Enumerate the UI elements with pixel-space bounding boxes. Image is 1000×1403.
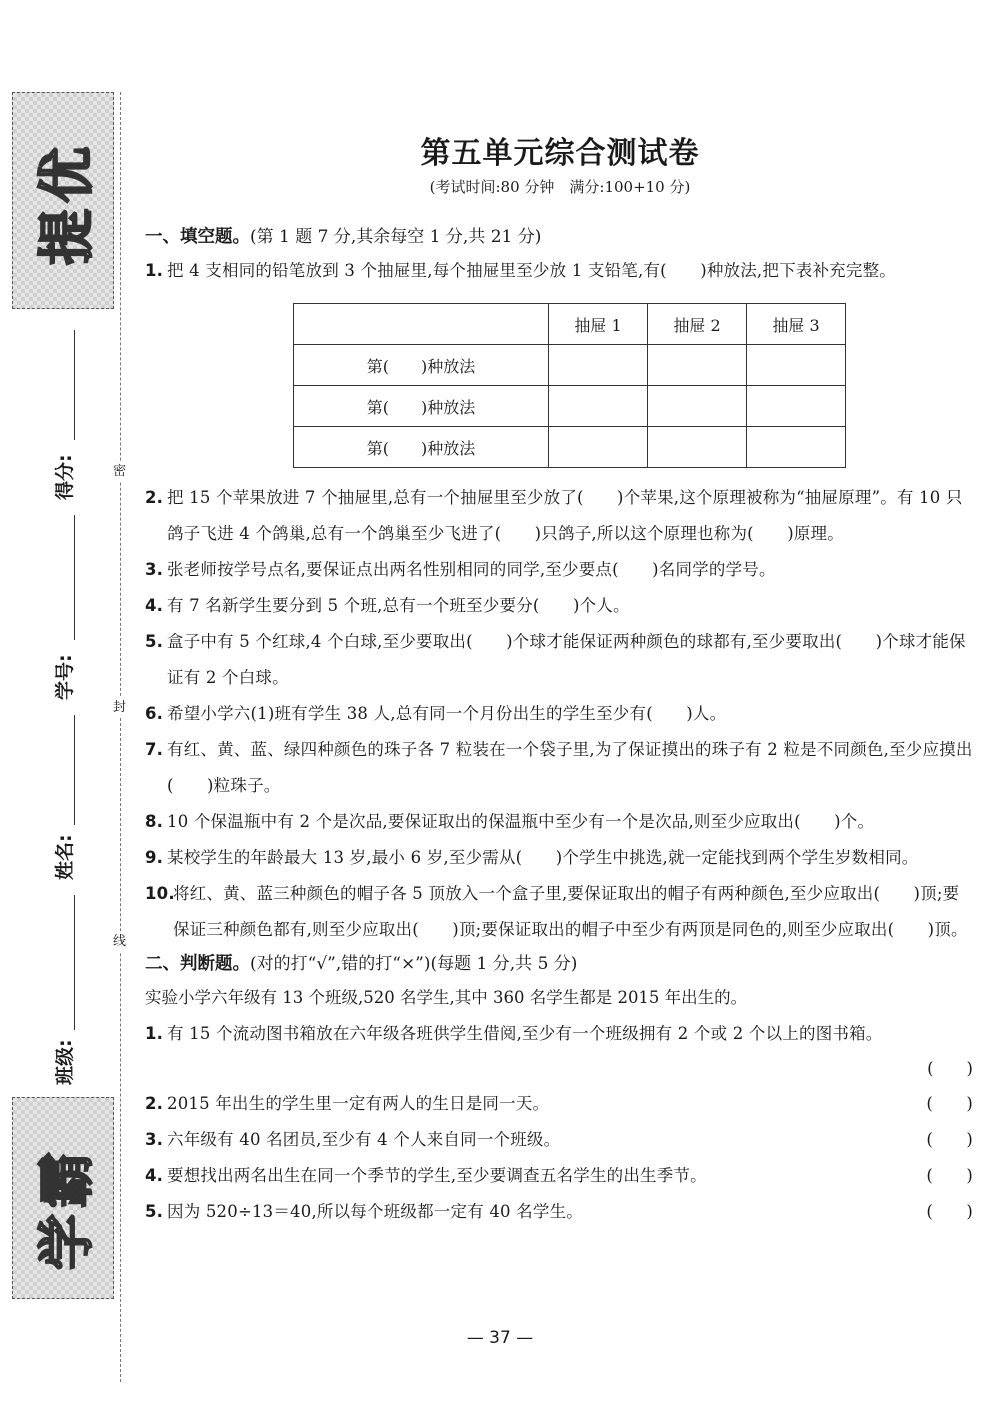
- table-answer-cell[interactable]: [648, 386, 747, 427]
- question-text[interactable]: 有红、黄、蓝、绿四种颜色的珠子各 7 粒装在一个袋子里,为了保证摸出的珠子有 2 粒是不同颜色,至少应摸出( )粒珠子。: [167, 740, 973, 795]
- judge-answer-2[interactable]: ( ): [926, 1094, 973, 1113]
- question-6: [145, 696, 975, 732]
- section-1-heading: [145, 221, 975, 253]
- question-number: 8.: [145, 812, 164, 831]
- class-line[interactable]: [74, 895, 75, 1030]
- question-text[interactable]: 盒子中有 5 个红球,4 个白球,至少要取出( )个球才能保证两种颜色的球都有,至少要取出( )个球才能保证有 2 个白球。: [167, 632, 966, 687]
- section-1-note: (第 1 题 7 分,其余每空 1 分,共 21 分): [250, 227, 542, 247]
- class-label: 班级:: [54, 1039, 76, 1085]
- table-answer-cell[interactable]: [549, 345, 648, 386]
- question-text[interactable]: 某校学生的年龄最大 13 岁,最小 6 岁,至少需从( )个学生中挑选,就一定能找到两个学生岁数相同。: [167, 848, 919, 867]
- question-text[interactable]: 将红、黄、蓝三种颜色的帽子各 5 顶放入一个盒子里,要保证取出的帽子有两种颜色,至少应取出( )顶;要保证三种颜色都有,则至少应取出( )顶;要保证取出的帽子中至少有两顶是同色的,则至少应取出( )顶。: [173, 884, 968, 939]
- cut-char-xian: 线: [113, 932, 126, 952]
- question-number: 4.: [145, 596, 164, 615]
- judge-item-2: [145, 1086, 975, 1122]
- question-number: 2.: [145, 488, 164, 507]
- judge-answer-5[interactable]: ( ): [926, 1202, 973, 1221]
- judge-answer-3[interactable]: ( ): [926, 1130, 973, 1149]
- table-answer-cell[interactable]: [549, 386, 648, 427]
- score-label: 得分:: [54, 454, 76, 500]
- side-logo-top: [12, 92, 114, 309]
- table-answer-cell[interactable]: [648, 427, 747, 468]
- table-answer-cell[interactable]: [747, 386, 846, 427]
- table-answer-cell[interactable]: [747, 345, 846, 386]
- question-5: [145, 624, 975, 696]
- table-header-row: [294, 304, 846, 345]
- judge-intro: 实验小学六年级有 13 个班级,520 名学生,其中 360 名学生都是 2015 年出生的。: [145, 988, 748, 1007]
- section-2-heading: [145, 948, 975, 980]
- judge-item-5: [145, 1194, 975, 1230]
- question-9: [145, 840, 975, 876]
- judge-text: 要想找出两名出生在同一个季节的学生,至少要调查五名学生的出生季节。: [167, 1166, 707, 1185]
- score-line[interactable]: [74, 330, 75, 440]
- question-text[interactable]: 有 7 名新学生要分到 5 个班,总有一个班至少要分( )个人。: [167, 596, 630, 615]
- table-row: [294, 386, 846, 427]
- question-text[interactable]: 把 15 个苹果放进 7 个抽屉里,总有一个抽屉里至少放了( )个苹果,这个原理被称为“抽屉原理”。有 10 只鸽子飞进 4 个鸽巢,总有一个鸽巢至少飞进了( )只鸽子,所以这个原理也称为( )原理。: [167, 488, 963, 543]
- judge-text: 六年级有 40 名团员,至少有 4 个人来自同一个班级。: [167, 1130, 561, 1149]
- section-2-note: (对的打“√”,错的打“×”)(每题 1 分,共 5 分): [250, 954, 578, 974]
- judge-answer-4[interactable]: ( ): [926, 1166, 973, 1185]
- question-4: [145, 588, 975, 624]
- section-2-title: 二、判断题。: [145, 954, 250, 974]
- judge-number: 2.: [145, 1094, 164, 1113]
- page-number: — 37 —: [466, 1328, 534, 1348]
- question-number: 7.: [145, 740, 164, 759]
- judge-item-4: [145, 1158, 975, 1194]
- cut-char-mi: 密: [113, 462, 126, 482]
- judge-item-3: [145, 1122, 975, 1158]
- question-text[interactable]: 10 个保温瓶中有 2 个是次品,要保证取出的保温瓶中至少有一个是次品,则至少应取出( )个。: [167, 812, 875, 831]
- student-id-line[interactable]: [74, 515, 75, 640]
- question-7: [145, 732, 975, 804]
- judge-number: 4.: [145, 1166, 164, 1185]
- cut-char-feng: 封: [113, 698, 126, 718]
- question-10: [145, 876, 975, 948]
- judge-number: 1.: [145, 1024, 164, 1043]
- table-header-cell: 抽屉 2: [648, 304, 747, 345]
- table-header-cell: 抽屉 1: [549, 304, 648, 345]
- question-number: 3.: [145, 560, 164, 579]
- question-8: [145, 804, 975, 840]
- judge-answer-1[interactable]: ( ): [927, 1059, 973, 1078]
- page-subtitle: (考试时间:80 分钟 满分:100+10 分): [429, 178, 691, 196]
- name-line[interactable]: [74, 715, 75, 825]
- question-text[interactable]: 把 4 支相同的铅笔放到 3 个抽屉里,每个抽屉里至少放 1 支铅笔,有( )种放法,把下表补充完整。: [167, 261, 896, 280]
- question-number: 10.: [145, 884, 175, 903]
- question-2: [145, 480, 975, 552]
- side-logo-bottom-text: 学霸: [35, 1146, 100, 1270]
- judge-number: 5.: [145, 1202, 164, 1221]
- table-answer-cell[interactable]: [747, 427, 846, 468]
- judge-item-1: [145, 1016, 975, 1052]
- side-logo-top-text: 提优: [35, 141, 100, 265]
- judge-text: 2015 年出生的学生里一定有两人的生日是同一天。: [167, 1094, 550, 1113]
- table-row-label[interactable]: 第( )种放法: [294, 386, 549, 427]
- table-row: [294, 427, 846, 468]
- question-text[interactable]: 张老师按学号点名,要保证点出两名性别相同的同学,至少要点( )名同学的学号。: [167, 560, 776, 579]
- question-text[interactable]: 希望小学六(1)班有学生 38 人,总有同一个月份出生的学生至少有( )人。: [167, 704, 727, 723]
- table-row-label[interactable]: 第( )种放法: [294, 345, 549, 386]
- student-id-label: 学号:: [54, 654, 76, 700]
- side-logo-bottom: [12, 1097, 114, 1299]
- name-label: 姓名:: [54, 834, 76, 880]
- cut-line: [120, 92, 121, 1382]
- question-number: 1.: [145, 261, 164, 280]
- table-row-label[interactable]: 第( )种放法: [294, 427, 549, 468]
- question-number: 9.: [145, 848, 164, 867]
- exam-content: [145, 120, 975, 1230]
- question-number: 6.: [145, 704, 164, 723]
- judge-number: 3.: [145, 1130, 164, 1149]
- section-1-title: 一、填空题。: [145, 227, 250, 247]
- table-header-cell: [294, 304, 549, 345]
- table-row: [294, 345, 846, 386]
- table-header-cell: 抽屉 3: [747, 304, 846, 345]
- question-1: [145, 253, 975, 289]
- judge-text: 因为 520÷13＝40,所以每个班级都一定有 40 名学生。: [167, 1202, 583, 1221]
- page-title: 第五单元综合测试卷: [420, 136, 700, 171]
- judge-text: 有 15 个流动图书箱放在六年级各班供学生借阅,至少有一个班级拥有 2 个或 2 个以上的图书箱。: [167, 1024, 883, 1043]
- question-3: [145, 552, 975, 588]
- question-number: 5.: [145, 632, 164, 651]
- drawer-table: [293, 303, 846, 468]
- table-answer-cell[interactable]: [549, 427, 648, 468]
- table-answer-cell[interactable]: [648, 345, 747, 386]
